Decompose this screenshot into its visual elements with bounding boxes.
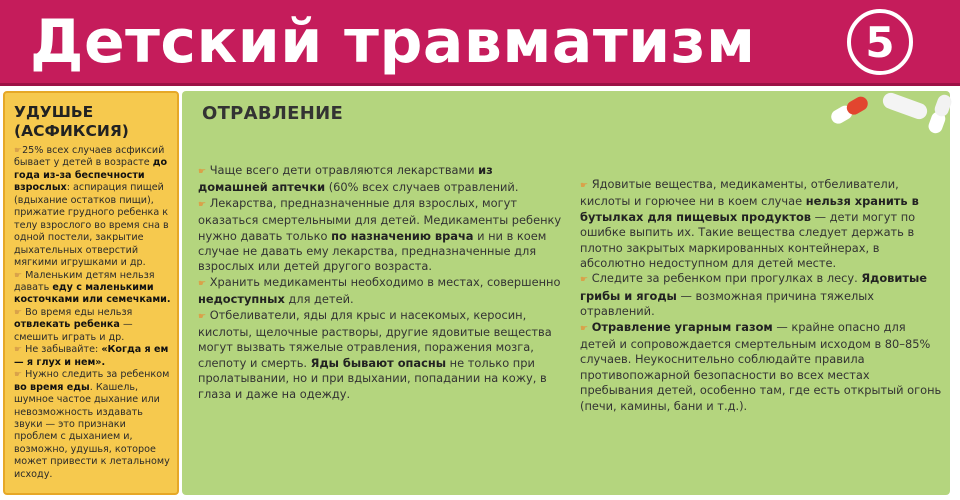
poisoning-panel: [182, 91, 950, 495]
sidebar-paragraph: [14, 307, 171, 344]
poisoning-paragraph: [580, 271, 942, 319]
poisoning-paragraph: [580, 177, 942, 271]
poisoning-paragraph: [198, 163, 566, 196]
poisoning-paragraph: [580, 320, 942, 414]
panel-text: Чаще всего дети отравляются лекарствами: [206, 163, 479, 177]
sidebar-text: Во время еды нельзя: [22, 306, 133, 318]
hand-pointer-icon: ☛: [198, 167, 207, 177]
panel-text: Отбеливатели, яды для крыс и насекомых, керосин, кислоты, щелочные растворы, другие ядовитые вещества могут вызвать тяжелые отравления, поражения мозга, слепоту и смерть.: [198, 307, 552, 370]
sidebar-text: Маленьким детям нельзя давать: [14, 269, 155, 293]
panel-text: не только при пролатывании, но и при вдыхании, попадании на кожу, в глаза и даже на одежду.: [198, 355, 547, 401]
hand-pointer-icon: ☛: [14, 307, 23, 318]
panel-text: для детей.: [284, 292, 354, 307]
panel-text: Ядовитые вещества, медикаменты, отбеливатели, кислоты и горючее ни в коем случае: [580, 177, 899, 209]
panel-bold: по назначению врача: [331, 228, 474, 243]
panel-heading: ОТРАВЛЕНИЕ: [202, 103, 344, 124]
poisoning-left-column: [198, 163, 566, 402]
sidebar-bold: отвлекать ребенка: [14, 319, 120, 331]
page-title: Детский травматизм: [30, 7, 756, 77]
poisoning-right-column: [580, 177, 942, 414]
sidebar-bold: во время еды: [14, 381, 90, 393]
hand-pointer-icon: ☛: [580, 181, 589, 191]
sidebar-bold: еду с маленькими косточками или семечками.: [14, 281, 171, 306]
hand-pointer-icon: ☛: [198, 311, 207, 322]
hand-pointer-icon: ☛: [14, 146, 23, 156]
panel-text: Хранить медикаменты необходимо в местах, совершенно: [206, 274, 561, 289]
sidebar-bold: «Когда я ем — я глух и нем».: [14, 344, 169, 368]
sidebar-paragraph: [14, 270, 171, 307]
panel-text: и ни в коем случае не давать ему лекарства, предназначенные для взрослых или детей другого возраста.: [198, 228, 547, 274]
sidebar-text: — смешить играть и др.: [14, 319, 133, 343]
sidebar-bold: до года из-за беспечности взрослых: [14, 157, 168, 194]
poisoning-paragraph: [198, 308, 566, 402]
panel-text: — дети могут по ошибке выпить их. Такие вещества следует держать в плотно закрытых маркированных контейнерах, в абсолютно недоступном для детей месте.: [580, 209, 916, 271]
sidebar-title-line2: (АСФИКСИЯ): [14, 122, 129, 140]
sidebar-text: Не забывайте:: [22, 344, 102, 356]
sidebar-paragraph: [14, 145, 171, 270]
hand-pointer-icon: ☛: [198, 199, 207, 210]
panel-text: — крайне опасно для детей и сопровождается смертельным исходом в 80–85% случаев. Неукоснительно соблюдайте правила противопожарной безопасности во всех местах пребывания детей, особенно там, где есть открытый огонь (печи, камины, бани и т.д.).: [580, 319, 942, 413]
sidebar-paragraph: [14, 369, 171, 481]
panel-text: (60% всех случаев отравлений.: [325, 180, 519, 195]
panel-bold: Отравление угарным газом: [591, 319, 773, 334]
panel-bold: недоступных: [198, 292, 285, 307]
panel-text: Следите за ребенком при прогулках в лесу.: [588, 271, 862, 286]
hand-pointer-icon: ☛: [580, 323, 589, 334]
hand-pointer-icon: ☛: [14, 345, 23, 356]
panel-bold: Яды бывают опасны: [310, 355, 447, 370]
sidebar-text: . Кашель, шумное частое дыхание или невозможность издавать звуки — это признаки проблем с дыханием и, возможно, удушья, которое может привести к летальному исходу.: [14, 381, 170, 480]
hand-pointer-icon: ☛: [580, 275, 589, 286]
sidebar-title: [14, 103, 171, 141]
hand-pointer-icon: ☛: [198, 278, 207, 289]
panel-bold: нельзя хранить в бутылках для пищевых продуктов: [580, 194, 919, 224]
hand-pointer-icon: ☛: [14, 270, 23, 281]
asphyxia-sidebar: [3, 91, 179, 495]
issue-number-badge: 5: [847, 9, 913, 75]
poisoning-paragraph: [198, 275, 566, 308]
sidebar-paragraph: [14, 344, 171, 369]
panel-text: — возможная причина тяжелых отравлений.: [580, 288, 874, 319]
panel-text: Лекарства, предназначенные для взрослых, могут оказаться смертельными для детей. Медикаменты ребенку нужно давать только: [198, 195, 562, 243]
sidebar-text: Нужно следить за ребенком: [22, 369, 170, 381]
panel-bold: Ядовитые грибы и ягоды: [580, 271, 927, 303]
title-banner: [0, 0, 960, 86]
sidebar-text: 25% всех случаев асфиксий бывает у детей в возрасте: [14, 145, 165, 169]
sidebar-title-line1: УДУШЬЕ: [14, 103, 94, 121]
hand-pointer-icon: ☛: [14, 370, 23, 381]
panel-bold: из домашней аптечки: [198, 163, 493, 195]
poisoning-paragraph: [198, 196, 566, 275]
sidebar-body: [14, 145, 171, 481]
pills-icon: [810, 86, 960, 136]
sidebar-text: : аспирация пищей (вдыхание остатков пищи), прижатие грудного ребенка к телу взрослого во время сна в одной постели, закрытие дыхательных отверстий мягкими игрушками и др.: [14, 182, 169, 269]
